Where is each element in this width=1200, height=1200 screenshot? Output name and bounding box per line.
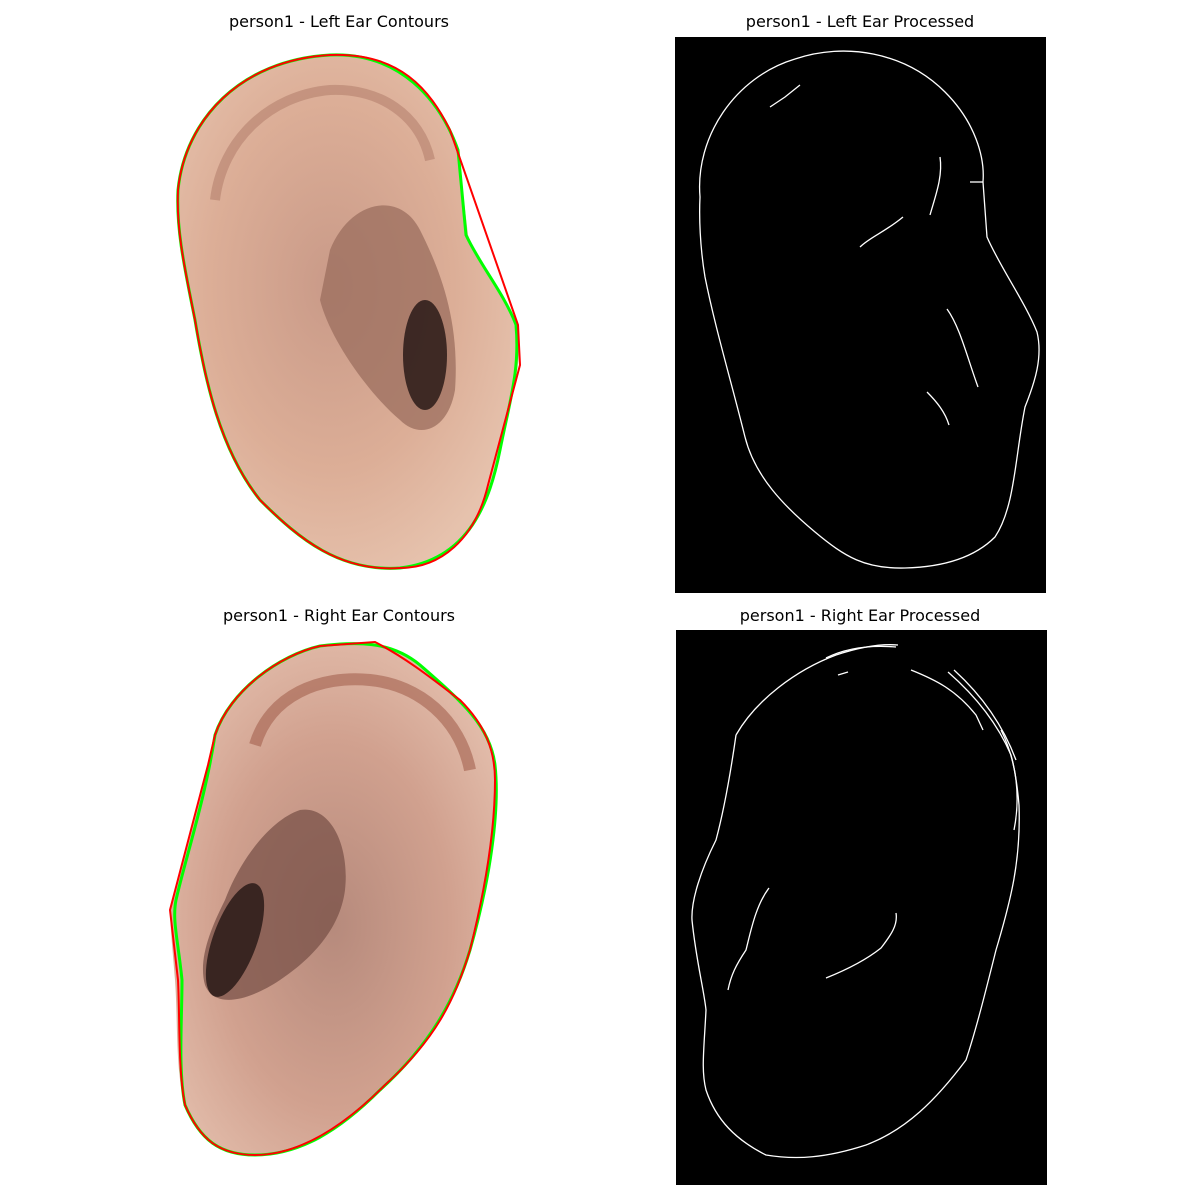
panel-title-right-processed: person1 - Right Ear Processed xyxy=(739,606,981,625)
panel-title-right-contours: person1 - Right Ear Contours xyxy=(223,606,455,625)
left-edge-background xyxy=(675,37,1046,593)
left-ear-processed-image xyxy=(675,37,1046,593)
right-ear-processed-image xyxy=(676,630,1047,1185)
left-ear-canal xyxy=(403,300,447,410)
panel-title-left-processed: person1 - Left Ear Processed xyxy=(745,12,975,31)
panel-title-left-contours: person1 - Left Ear Contours xyxy=(229,12,449,31)
